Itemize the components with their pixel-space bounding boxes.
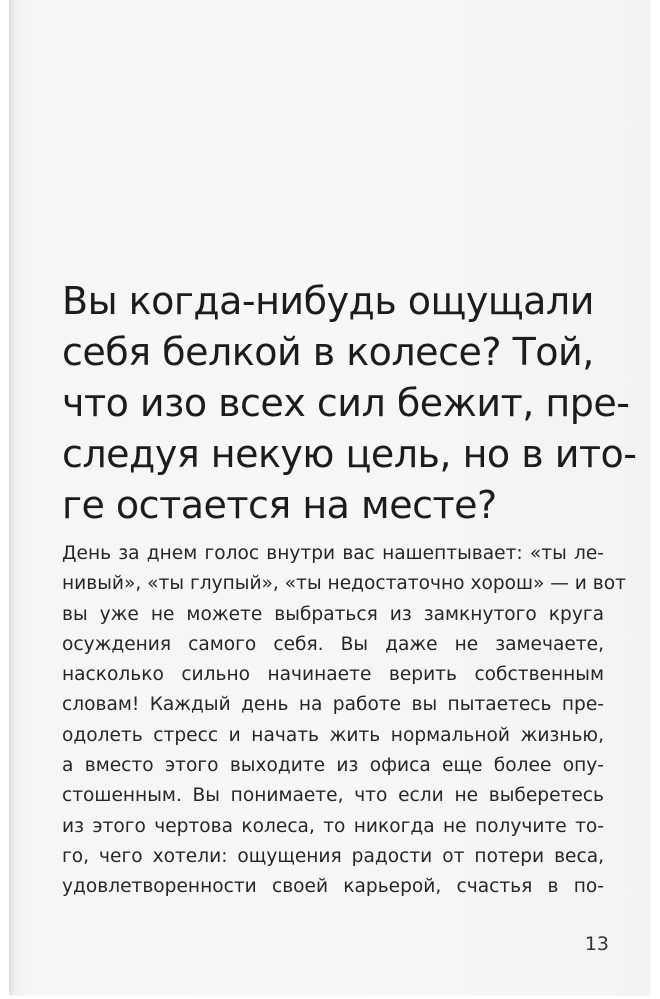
body-line: словам! Каждый день на работе вы пытаетесь пре- — [62, 694, 604, 716]
body-line: осуждения самого себя. Вы даже не замечаете, — [62, 633, 604, 655]
page-gutter-shadow — [9, 0, 15, 995]
heading-line: следуя некую цель, но в ито- — [62, 432, 637, 476]
body-line: го, чего хотели: ощущения радости от потери веса, — [62, 845, 604, 867]
body-line: удовлетворенности своей карьерой, счастья в по- — [62, 876, 604, 898]
body-line: насколько сильно начинаете верить собственным — [62, 664, 604, 686]
body-line: вы уже не можете выбраться из замкнутого круга — [62, 603, 604, 625]
heading-line: себя белкой в колесе? Той, — [62, 330, 594, 374]
chapter-heading — [62, 276, 637, 531]
body-line: а вместо этого выходите из офиса еще более опу- — [62, 755, 604, 777]
body-line: День за днем голос внутри вас нашептывает: «ты ле- — [62, 543, 604, 564]
body-paragraph — [62, 539, 626, 903]
book-page — [9, 0, 649, 995]
heading-line: что изо всех сил бежит, пре- — [62, 381, 630, 425]
heading-line: ге остается на месте? — [62, 483, 497, 527]
heading-line: Вы когда-нибудь ощущали — [62, 279, 594, 323]
body-line: из этого чертова колеса, то никогда не получите то- — [62, 815, 604, 837]
body-line: нивый», «ты глупый», «ты недостаточно хорош» — и вот — [62, 573, 626, 595]
page-number: 13 — [584, 933, 609, 955]
body-line: стошенным. Вы понимаете, что если не выберетесь — [62, 785, 604, 807]
body-line: одолеть стресс и начать жить нормальной жизнью, — [62, 724, 604, 746]
